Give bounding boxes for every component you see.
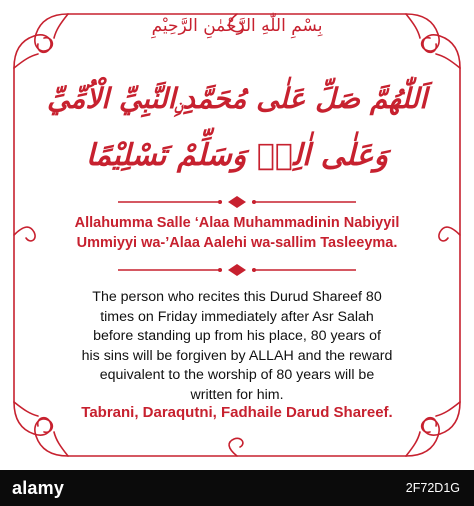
divider-ornament-icon [118, 264, 356, 276]
description-line: equivalent to the worship of 80 years will be [99, 367, 375, 383]
alamy-logo: alamy [12, 478, 65, 498]
description-line: his sins will be forgiven by ALLAH and the reward [81, 347, 393, 364]
description-line: written for him. [190, 386, 284, 403]
divider-ornament-icon [118, 196, 356, 208]
durood-arabic-line-1: اَللّٰهُمَّ صَلِّ عَلٰى مُحَمَّدِ ࣙالنَّبِيِّ الْاُمِّيِّ [47, 82, 427, 115]
virtue-description [60, 288, 414, 405]
transliteration [0, 213, 474, 253]
stock-footer-bar [0, 470, 474, 506]
transliteration-line-2: Ummiyyi wa-’Alaa Aalehi wa-sallim Tasleeyma. [76, 235, 398, 251]
description-line: The person who recites this Durud Shareef 80 [92, 289, 382, 305]
bismillah-calligraphy: بِسْمِ اللّٰهِ الرَّحْمٰنِ الرَّحِيْمِ [151, 16, 323, 36]
transliteration-line-1: Allahumma Salle ‘Alaa Muhammadinin Nabiyyil [74, 215, 400, 231]
description-line: times on Friday immediately after Asr Salah [100, 308, 374, 325]
stock-image-id: 2F72D1G [405, 481, 460, 495]
durood-arabic-line-2: وَعَلٰى اٰلِهٖ وَسَلِّمْ تَسْلِيْمًا [85, 138, 389, 173]
source-reference: Tabrani, Daraqutni, Fadhaile Darud Shareef. [81, 404, 393, 421]
description-line: before standing up from his place, 80 years of [93, 328, 381, 344]
